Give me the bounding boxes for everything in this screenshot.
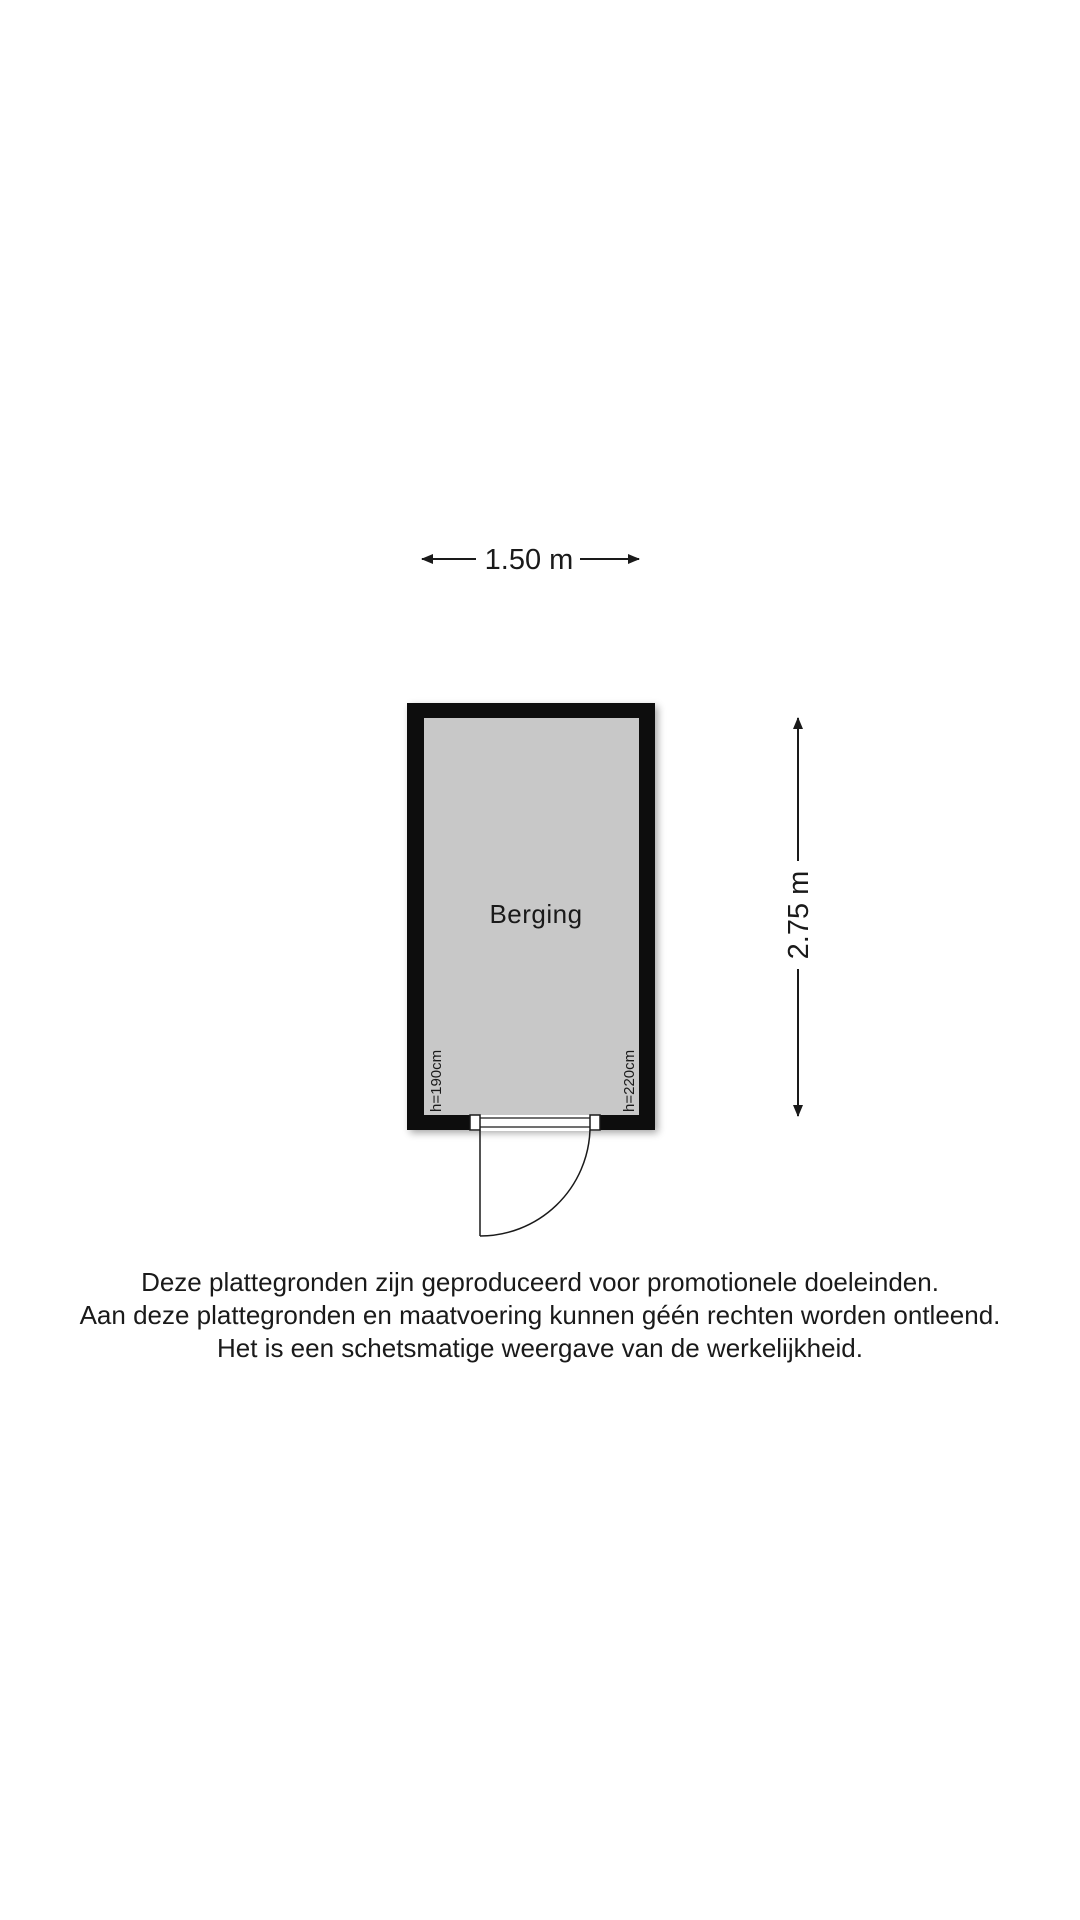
height-dimension xyxy=(783,718,815,1116)
width-dimension-label: 1.50 m xyxy=(484,544,574,576)
door-swing-arc xyxy=(480,1130,590,1236)
door-jamb-right xyxy=(590,1115,600,1130)
disclaimer xyxy=(0,1266,1080,1365)
height-dimension-label: 2.75 m xyxy=(783,870,815,960)
disclaimer-line: Het is een schetsmatige weergave van de werkelijkheid. xyxy=(216,1333,863,1363)
door-jamb-left xyxy=(470,1115,480,1130)
ceiling-height-right: h=220cm xyxy=(621,1049,638,1112)
disclaimer-line: Aan deze plattegronden en maatvoering kunnen géén rechten worden ontleend. xyxy=(79,1300,1001,1330)
width-dimension xyxy=(422,544,639,576)
ceiling-height-left: h=190cm xyxy=(428,1049,445,1112)
door xyxy=(470,1115,600,1236)
room-name: Berging xyxy=(489,899,583,929)
room-berging xyxy=(407,703,655,1130)
disclaimer-line: Deze plattegronden zijn geproduceerd voor promotionele doeleinden. xyxy=(141,1267,939,1297)
